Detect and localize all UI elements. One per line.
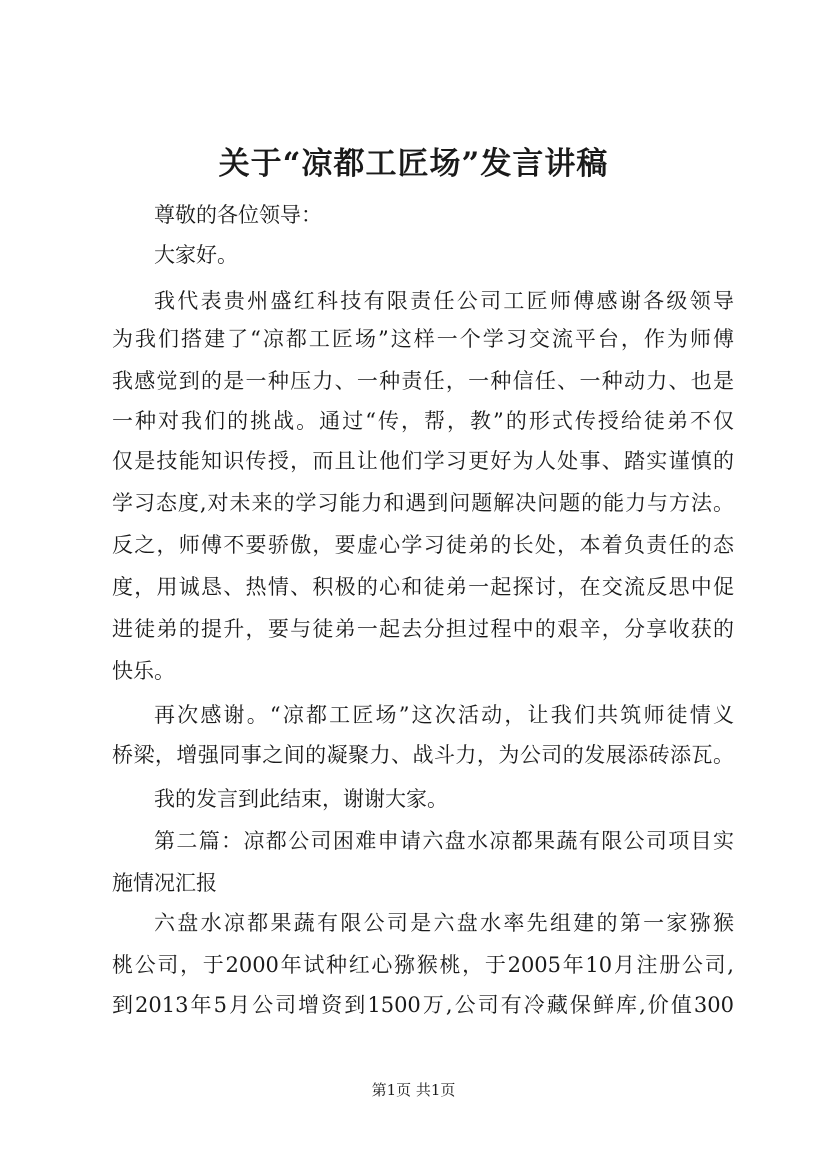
body-line: 一种对我们的挑战。通过“传，帮，教”的形式传授给徒弟不仅 — [112, 409, 734, 433]
body-line: 到2013年5月公司增资到1500万,公司有冷藏保鲜库,价值300 — [112, 993, 734, 1017]
body-line: 反之，师傅不要骄傲，要虚心学习徒弟的长处，本着负责任的态 — [112, 533, 734, 557]
body-line: 再次感谢。“凉都工匠场”这次活动，让我们共筑师徒情义 — [154, 703, 734, 727]
body-line: 我感觉到的是一种压力、一种责任，一种信任、一种动力、也是 — [112, 369, 734, 393]
body-line: 我代表贵州盛红科技有限责任公司工匠师傅感谢各级领导 — [154, 289, 734, 313]
section-heading-line: 第二篇：凉都公司困难申请六盘水凉都果蔬有限公司项目实 — [154, 829, 734, 853]
body-line: 学习态度,对未来的学习能力和遇到问题解决问题的能力与方法。 — [112, 491, 734, 515]
body-line: 为我们搭建了“凉都工匠场”这样一个学习交流平台，作为师傅 — [112, 327, 734, 351]
body-line: 桃公司，于2000年试种红心猕猴桃，于2005年10月注册公司, — [112, 953, 734, 977]
body-line: 快乐。 — [112, 659, 175, 683]
greeting-line: 大家好。 — [154, 243, 238, 267]
section-heading-line: 施情况汇报 — [112, 871, 217, 895]
body-line: 六盘水凉都果蔬有限公司是六盘水率先组建的第一家猕猴 — [154, 911, 734, 935]
closing-line: 我的发言到此结束，谢谢大家。 — [154, 787, 448, 811]
body-line: 度，用诚恳、热情、积极的心和徒弟一起探讨，在交流反思中促 — [112, 575, 734, 599]
page-number-footer: 第1页 共1页 — [371, 1081, 456, 1099]
body-line: 仅是技能知识传授，而且让他们学习更好为人处事、踏实谨慎的 — [112, 449, 734, 473]
body-line: 进徒弟的提升，要与徒弟一起去分担过程中的艰辛，分享收获的 — [112, 617, 734, 641]
body-line: 桥梁，增强同事之间的凝聚力、战斗力，为公司的发展添砖添瓦。 — [112, 743, 734, 767]
salutation-line: 尊敬的各位领导： — [154, 203, 322, 227]
document-title: 关于“凉都工匠场”发言讲稿 — [218, 146, 609, 182]
